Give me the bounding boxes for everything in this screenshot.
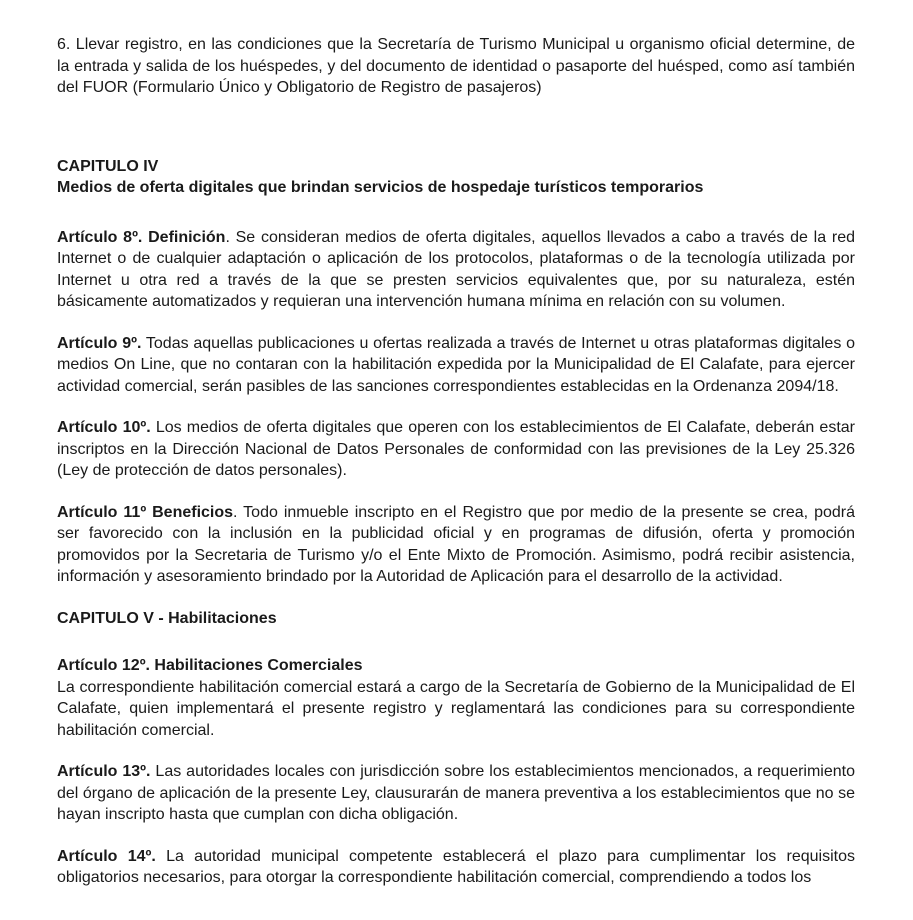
chapter-5-heading bbox=[57, 608, 855, 630]
list-item-6: 6. Llevar registro, en las condiciones que la Secretaría de Turismo Municipal u organismo oficial determine, de la entrada y salida de los huéspedes, y del documento de identidad o pasaporte del huésped, como así también del FUOR (Formulario Único y Obligatorio de Registro de pasajeros) bbox=[57, 36, 855, 96]
article-14-paragraph bbox=[57, 846, 855, 889]
article-11-lead: Artículo 11º Beneficios bbox=[57, 503, 234, 521]
article-12-paragraph bbox=[57, 655, 855, 741]
article-13-lead: Artículo 13º. bbox=[57, 763, 151, 780]
chapter-4-subtitle: Medios de oferta digitales que brindan servicios de hospedaje turísticos temporarios bbox=[57, 179, 704, 196]
chapter-4-title: CAPITULO IV bbox=[57, 157, 159, 175]
article-9-lead: Artículo 9º. bbox=[57, 334, 142, 352]
article-8-body: . Se consideran medios de oferta digitales, aquellos llevados a cabo a través de la red Internet o de cualquier adaptación o aplicación de los protocolos, plataformas o de la tecnología utilizada por Internet u otra red a través de la que se presten servicios equivalentes que, por su naturaleza, estén básicamente automatizados y requieran una intervención humana mínima en relación con su volumen. bbox=[57, 228, 855, 310]
article-13-body: Las autoridades locales con jurisdicción sobre los establecimientos mencionados, a requerimiento del órgano de aplicación de la presente Ley, clausurarán de manera preventiva a los establecimientos que no se hayan inscripto hasta que cumplan con dicha obligación. bbox=[57, 763, 856, 823]
article-14-body: La autoridad municipal competente establecerá el plazo para cumplimentar los requisitos obligatorios necesarios, para otorgar la correspondiente habilitación comercial, comprendiendo a todos los bbox=[57, 847, 855, 886]
article-8-lead: Artículo 8º. Definición bbox=[57, 228, 226, 246]
article-14-lead: Artículo 14º. bbox=[57, 847, 156, 865]
article-10-body: Los medios de oferta digitales que operen con los establecimientos de El Calafate, deberán estar inscriptos en la Dirección Nacional de Datos Personales de conformidad con las previsiones de la Ley 25.326 (Ley de protección de datos personales). bbox=[57, 419, 855, 479]
article-11-paragraph bbox=[57, 502, 855, 588]
article-8-paragraph bbox=[57, 227, 855, 313]
article-9-body: Todas aquellas publicaciones u ofertas realizada a través de Internet u otras plataformas digitales o medios On Line, que no contaran con la habilitación expedida por la Municipalidad de El Calafate, para ejercer actividad comercial, serán pasibles de las sanciones correspondientes establecidas en la Ordenanza 2094/18. bbox=[57, 334, 856, 395]
article-9-paragraph bbox=[57, 333, 855, 398]
chapter-4-heading bbox=[57, 156, 855, 199]
article-10-paragraph bbox=[57, 417, 855, 482]
article-12-heading: Artículo 12º. Habilitaciones Comerciales bbox=[57, 657, 363, 674]
article-11-body: . Todo inmueble inscripto en el Registro que por medio de la presente se crea, podrá ser favorecido con la inclusión en la publicidad oficial y en programas de difusión, oferta y promoción promovidos por la Secretaria de Turismo y/o el Ente Mixto de Promoción. Asimismo, podrá recibir asistencia, información y asesoramiento brindado por la Autoridad de Aplicación para el desarrollo de la actividad. bbox=[57, 503, 855, 585]
chapter-5-title: CAPITULO V - Habilitaciones bbox=[57, 609, 277, 627]
article-10-lead: Artículo 10º. bbox=[57, 419, 151, 436]
article-13-paragraph bbox=[57, 761, 855, 826]
article-12-body: La correspondiente habilitación comercial estará a cargo de la Secretaría de Gobierno de la Municipalidad de El Calafate, quien implementará el presente registro y reglamentará las condiciones para su correspondiente habilitación comercial. bbox=[57, 678, 855, 739]
